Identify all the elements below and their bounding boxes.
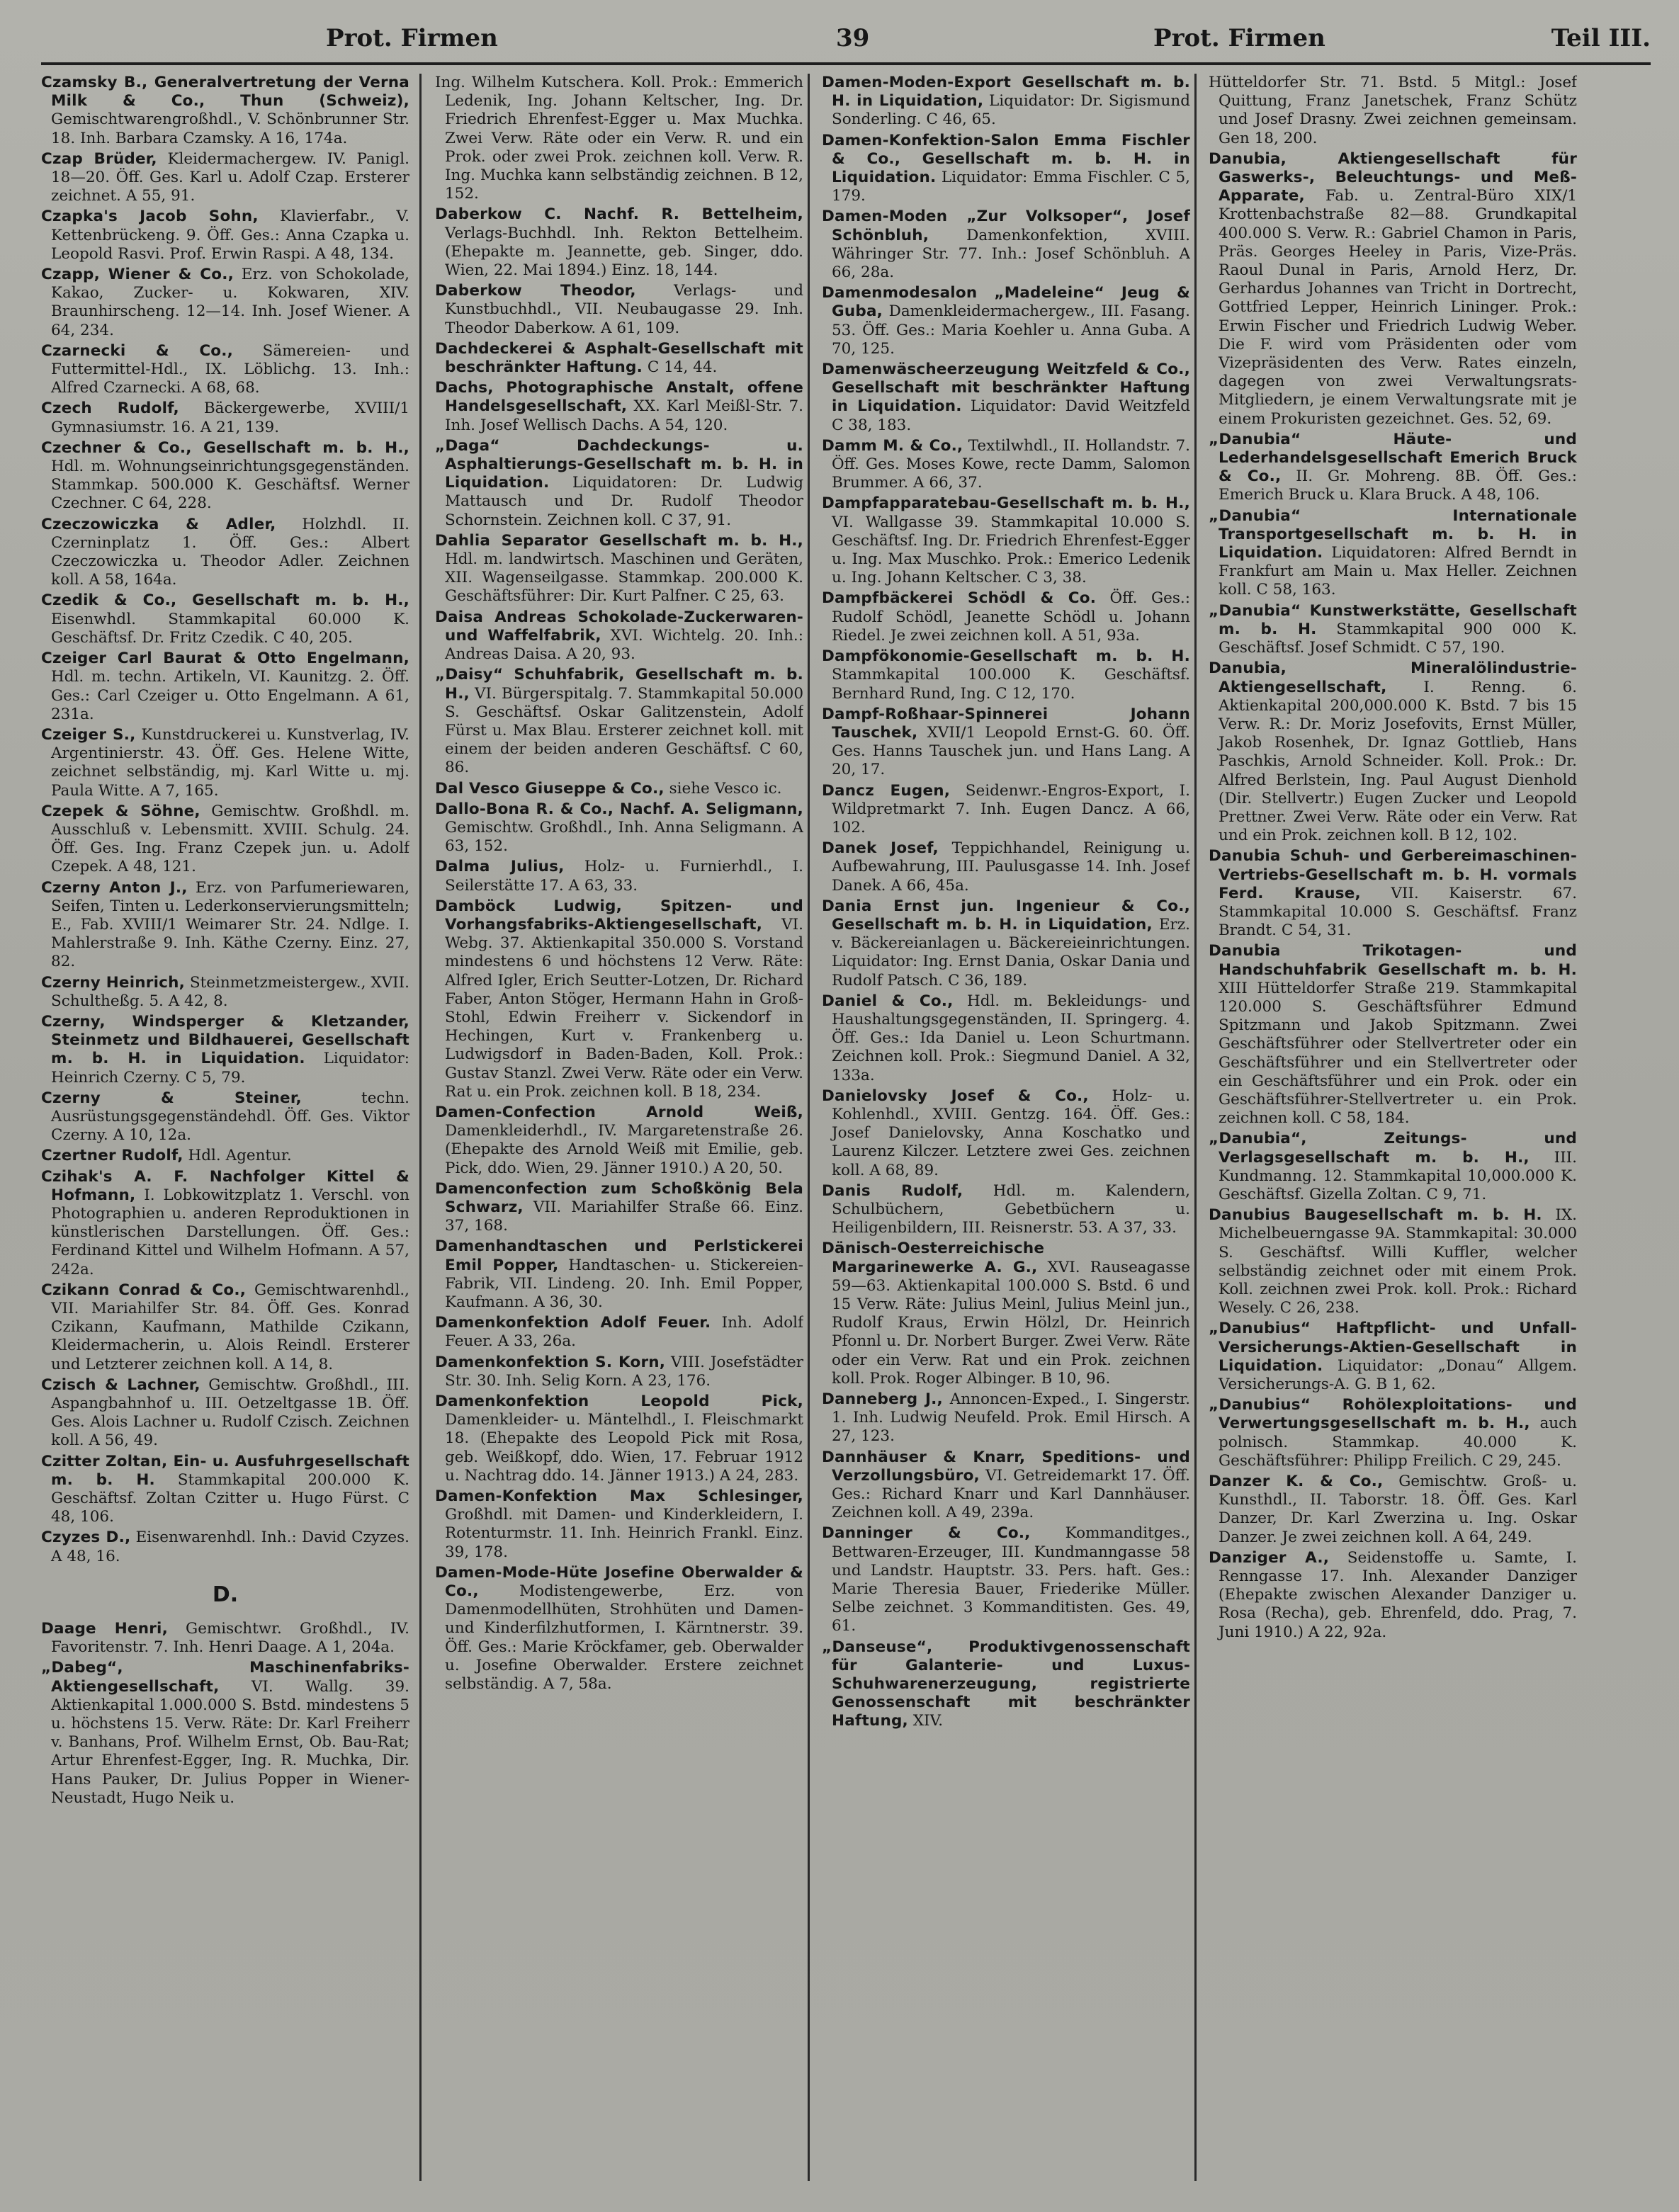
directory-entry — [822, 782, 1190, 838]
entry-details: XVII/1 Leopold Ernst-G. 60. Öff. Ges. Hanns Tauschek jun. und Hans Lang. A 20, 17. — [832, 723, 1190, 779]
directory-entry — [822, 992, 1190, 1085]
directory-entry — [41, 1659, 409, 1808]
directory-entry — [1209, 74, 1577, 148]
entry-details: VI. Wallg. 39. Aktienkapital 1.000.000 S. Bstd. mindestens 5 u. höchstens 15. Verw. Räte: Dr. Karl Freiherr v. Banhans, Prof. Wilhelm Ernst, Ob. Bau-Rat; Artur Ehrenfest-Egger, Ing. R. Muchka, Dir. Hans Pauker, Dr. Julius Popper in Wiener-Neustadt, Hugo Neik u. — [51, 1677, 409, 1807]
firm-name: Czerny Heinrich, — [41, 973, 185, 992]
firm-name: „Danubius“ Haftpflicht- und Unfall-Versicherungs-Aktien-Gesellschaft in Liquidation. — [1209, 1320, 1577, 1375]
entry-details: VII. Kaiserstr. 67. Stammkapital 10.000 S. Geschäftsf. Franz Brandt. C 54, 31. — [1219, 884, 1577, 940]
directory-entry — [1209, 507, 1577, 600]
directory-entry — [41, 150, 409, 206]
directory-entry — [41, 1453, 409, 1527]
directory-entry — [41, 1147, 409, 1165]
firm-name: Dänisch-Oesterreichische Margarinewerke A. G., — [822, 1240, 1045, 1276]
firm-name: Czerny, Windsperger & Kletzander, Steinmetz und Bildhauerei, Gesellschaft m. b. H. in Liquidation. — [41, 1012, 409, 1068]
directory-entry — [435, 800, 803, 856]
directory-entry — [435, 1237, 803, 1312]
directory-entry — [41, 74, 409, 148]
directory-entry — [822, 1390, 1190, 1446]
directory-entry — [822, 1087, 1190, 1180]
entry-details: Stammkapital 200.000 K. Geschäftsf. Zoltan Czitter u. Hugo Fürst. C 48, 106. — [51, 1470, 409, 1526]
directory-entry — [41, 974, 409, 1011]
column-3 — [822, 74, 1190, 2184]
firm-name: Czepek & Söhne, — [41, 802, 200, 820]
directory-entry — [41, 1168, 409, 1279]
entry-details: Liquidator: Emma Fischler. C 5, 179. — [832, 169, 1190, 205]
entry-details: Hdl. m. landwirtsch. Maschinen und Geräten, XII. Wagenseilgasse. Stammkap. 200.000 K. Geschäftsführer: Dir. Kurt Palfner. C 25, 63. — [445, 550, 803, 606]
directory-entry — [822, 361, 1190, 435]
entry-details: siehe Vesco ic. — [664, 779, 782, 798]
directory-entry — [435, 379, 803, 435]
directory-entry — [1209, 1549, 1577, 1642]
directory-entry — [435, 437, 803, 530]
directory-entry — [435, 897, 803, 1101]
firm-name: Daniel & Co., — [822, 992, 954, 1010]
firm-name: Czerny Anton J., — [41, 878, 188, 897]
firm-name: Dahlia Separator Gesellschaft m. b. H., — [435, 531, 803, 550]
firm-name: Danneberg J., — [822, 1390, 943, 1409]
firm-name: Daisa Andreas Schokolade-Zuckerwaren- und Waffelfabrik, — [435, 608, 803, 645]
firm-name: Dampf-Roßhaar-Spinnerei Johann Tauschek, — [822, 705, 1190, 742]
entry-details: Stammkapital 900 000 K. Geschäftsf. Josef Schmidt. C 57, 190. — [1219, 620, 1577, 657]
firm-name: Danninger & Co., — [822, 1524, 1031, 1543]
firm-name: Daberkow Theodor, — [435, 282, 636, 300]
entry-details: C 14, 44. — [643, 358, 718, 377]
firm-name: Dal Vesco Giuseppe & Co., — [435, 779, 665, 798]
column-divider — [419, 74, 422, 2181]
firm-name: „Danubia“ Kunstwerkstätte, Gesellschaft m. b. H. — [1209, 601, 1577, 638]
firm-name: Danzer K. & Co., — [1209, 1473, 1384, 1491]
directory-entry — [822, 437, 1190, 493]
firm-name: Czech Rudolf, — [41, 399, 179, 418]
page-header — [43, 20, 1651, 62]
firm-name: Dallo-Bona R. & Co., Nachf. A. Seligmann, — [435, 800, 803, 818]
entry-details: VI. Webg. 37. Aktienkapital 350.000 S. Vorstand mindestens 6 und höchstens 12 Verw. Räte: Alfred Igler, Erich Seutter-Lotzen, Dr. Richard Faber, Anton Stöger, Hermann Hahn in Groß-Stohl, Edwin Freiherr v. Sickendorf in Hechingen, Kurt v. Frankenberg u. Ludwigsdorf in Baden-Baden, Koll. Prok.: Gustav Stanzl. Zwei Verw. Räte oder ein Verw. Rat u. ein Prok. zeichnen koll. B 18, 234. — [445, 915, 803, 1101]
directory-entry — [1209, 150, 1577, 429]
firm-name: Danis Rudolf, — [822, 1181, 963, 1200]
directory-entry — [1209, 847, 1577, 940]
firm-name: Czeiger S., — [41, 725, 136, 744]
firm-name: Danubius Baugesellschaft m. b. H. — [1209, 1206, 1542, 1225]
directory-entry — [1209, 602, 1577, 658]
firm-name: Czisch & Lachner, — [41, 1376, 200, 1394]
entry-details: IX. Michelbeuerngasse 9A. Stammkapital: 30.000 S. Geschäftsf. Willi Kuffler, welcher selbständig zeichnet oder mit einem Prok. Koll. zeichnen zwei Prok. koll. Prok.: Richard Wesely. C 26, 238. — [1219, 1206, 1577, 1317]
firm-name: Dampfökonomie-Gesellschaft m. b. H. — [822, 647, 1190, 666]
entry-details: Hdl. m. techn. Artikeln, VI. Kaunitzg. 2. Öff. Ges.: Carl Czeiger u. Otto Engelmann. A 61, 231a. — [51, 668, 409, 723]
firm-name: Damen-Mode-Hüte Josefine Oberwalder & Co., — [435, 1563, 803, 1601]
column-4 — [1209, 74, 1577, 2184]
directory-entry — [41, 266, 409, 340]
entry-details: Gemischtw. Groß- u. Kunsthdl., II. Taborstr. 18. Öff. Ges. Karl Danzer, Dr. Karl Zwerzina u. Ing. Oskar Danzer. Je zwei zeichnen koll. A 64, 249. — [1219, 1473, 1577, 1546]
firm-name: Damen-Konfektion-Salon Emma Fischler & Co., Gesellschaft m. b. H. in Liquidation. — [822, 131, 1190, 187]
entry-details: Gemischtwarengroßhdl., V. Schönbrunner Str. 18. Inh. Barbara Czamsky. A 16, 174a. — [51, 110, 409, 147]
entry-details: Gemischtwr. Großhdl., IV. Favoritenstr. 7. Inh. Henri Daage. A 1, 204a. — [51, 1620, 409, 1657]
directory-entry — [435, 1564, 803, 1694]
entry-details: Annoncen-Exped., I. Singerstr. 1. Inh. Ludwig Neufeld. Prok. Emil Hirsch. A 27, 123. — [832, 1390, 1190, 1446]
firm-name: Damen-Moden „Zur Volksoper“, Josef Schönbluh, — [822, 208, 1190, 244]
entry-details: VIII. Josefstädter Str. 30. Inh. Selig Korn. A 23, 176. — [445, 1353, 803, 1390]
firm-name: Danziger A., — [1209, 1548, 1330, 1567]
directory-entry — [41, 1013, 409, 1087]
firm-name: „Danubia“ Internationale Transportgesellschaft m. b. H. in Liquidation. — [1209, 506, 1577, 562]
directory-entry — [435, 1393, 803, 1485]
entry-details: Liquidator: „Donau“ Allgem. Versicherungs-A. G. B 1, 62. — [1219, 1356, 1577, 1394]
directory-entry — [1209, 1320, 1577, 1394]
entry-details: VI. Bürgerspitalg. 7. Stammkapital 50.000 S. Geschäftsf. Oskar Galitzenstein, Adolf Fürst u. Max Blau. Ersterer zeichnet koll. mit einem der beiden anderen Geschäftsf. C 60, 86. — [445, 684, 803, 777]
entry-details: Modistengewerbe, Erz. von Damenmodellhüten, Strohhüten und Damen- und Kinderfilzhutformen, I. Kärntnerstr. 39. Öff. Ges.: Marie Kröckfamer, geb. Oberwalder u. Josefine Oberwalder. Erstere zeichnet selbständig. A 7, 58a. — [445, 1582, 803, 1694]
entry-details: Hütteldorfer Str. 71. Bstd. 5 Mitgl.: Josef Quittung, Franz Janetschek, Franz Schütz und Josef Drasny. Zwei zeichnen gemeinsam. Gen 18, 200. — [1209, 74, 1577, 147]
firm-name: Damen-Confection Arnold Weiß, — [435, 1103, 803, 1121]
firm-name: Damenhandtaschen und Perlstickerei Emil Popper, — [435, 1237, 803, 1274]
entry-details: Damenkleiderhdl., IV. Margaretenstraße 26. (Ehepakte des Arnold Weiß mit Emilie, geb. Pick, ddo. Wien, 29. Jänner 1910.) A 20, 50. — [445, 1122, 803, 1177]
entry-details: Gemischtwarenhdl., VII. Mariahilfer Str. 84. Öff. Ges. Konrad Czikann, Kaufmann, Mathilde Czikann, Kleidermacherin, u. Alois Reindl. Ersterer und Letzterer zeichnen koll. A 14, 8. — [51, 1281, 409, 1373]
firm-name: Czechner & Co., Gesellschaft m. b. H., — [41, 438, 409, 457]
directory-entry — [435, 1487, 803, 1562]
entry-details: Eisenwhdl. Stammkapital 60.000 K. Geschäftsf. Dr. Fritz Czedik. C 40, 205. — [51, 610, 409, 647]
entry-details: XVI. Rauseagasse 59—63. Aktienkapital 100.000 S. Bstd. 6 und 15 Verw. Räte: Julius Meinl, Julius Meinl jun., Rudolf Kraus, Erwin Hölzl, Dr. Heinrich Pfonnl u. Dr. Norbert Burger. Zwei Verw. Räte oder ein Verw. Rat und ein Prok. zeichnen koll. Prok. Roger Albinger. B 10, 96. — [832, 1258, 1190, 1388]
entry-details: Liquidator: Heinrich Czerny. C 5, 79. — [51, 1050, 409, 1087]
directory-entry — [1209, 1130, 1577, 1204]
entry-details: Liquidator: David Weitzfeld C 38, 183. — [832, 397, 1190, 434]
directory-entry — [41, 516, 409, 590]
firm-name: Czitter Zoltan, Ein- u. Ausfuhrgesellschaft m. b. H. — [41, 1452, 409, 1489]
directory-entry — [822, 839, 1190, 895]
column-1 — [41, 74, 409, 2184]
entry-details: Damenkleidermachergew., III. Fasang. 53. Öff. Ges.: Maria Koehler u. Anna Guba. A 70, 125. — [832, 302, 1190, 358]
directory-entry — [41, 399, 409, 436]
firm-name: Dampfapparatebau-Gesellschaft m. b. H., — [822, 494, 1190, 513]
firm-name: Czertner Rudolf, — [41, 1147, 183, 1165]
directory-entry — [1209, 659, 1577, 845]
entry-details: Gemischtw. Großhdl., III. Aspangbahnhof u. III. Oetzeltgasse 1B. Öff. Ges. Alois Lachner u. Rudolf Czisch. Zeichnen koll. A 56, 49. — [51, 1376, 409, 1450]
entry-details: Kleidermachergew. IV. Panigl. 18—20. Öff. Ges. Karl u. Adolf Czap. Ersterer zeichnet. A 55, 91. — [51, 149, 409, 205]
entry-details: Ing. Wilhelm Kutschera. Koll. Prok.: Emmerich Ledenik, Ing. Johann Keltscher, Ing. Dr. Friedrich Ehrenfest-Egger u. Max Muchka. Zwei Verw. Räte oder ein Verw. R. und ein Prok. oder zwei Prok. zeichnen koll. Verw. R. Ing. Muchka kann selbständig zeichnen. B 12, 152. — [435, 74, 803, 203]
page-number: 39 — [836, 24, 870, 52]
directory-entry — [822, 284, 1190, 358]
entry-details: Hdl. m. Kalendern, Schulbüchern, Gebetbüchern u. Heiligenbildern, III. Reisnerstr. 53. A 37, 33. — [832, 1181, 1190, 1237]
firm-name: Danubia Schuh- und Gerbereimaschinen-Vertriebs-Gesellschaft m. b. H. vormals Ferd. Krause, — [1209, 847, 1577, 902]
firm-name: Danubia, Aktiengesellschaft für Gaswerks-, Beleuchtungs- und Meß-Apparate, — [1209, 149, 1577, 205]
firm-name: „Danubia“, Zeitungs- und Verlagsgesellschaft m. b. H., — [1209, 1130, 1577, 1167]
entry-details: Verlags-Buchhdl. Inh. Rekton Bettelheim. (Ehepakte m. Jeannette, geb. Singer, ddo. Wien, 22. Mai 1894.) Einz. 18, 144. — [445, 224, 803, 280]
directory-entry — [435, 340, 803, 377]
entry-details: XIII Hütteldorfer Straße 219. Stammkapital 120.000 S. Geschäftsführer Edmund Spitzmann und Jakob Spitzmann. Zwei Geschäftsführer oder Stellvertreter oder ein Geschäftsführer und ein Stellvertreter oder ein Geschäftsführer und ein Prok. oder ein Geschäftsführer-Stellvertreter u. ein Prok. zeichnen koll. C 58, 184. — [1219, 979, 1577, 1128]
firm-name: Czeiger Carl Baurat & Otto Engelmann, — [41, 650, 409, 668]
firm-name: Damenwäscheerzeugung Weitzfeld & Co., Gesellschaft mit beschränkter Haftung in Liquidation. — [822, 361, 1190, 416]
firm-name: Czihak's A. F. Nachfolger Kittel & Hofmann, — [41, 1167, 409, 1204]
directory-entry — [822, 208, 1190, 282]
entry-details: Eisenwarenhdl. Inh.: David Czyzes. A 48, 16. — [51, 1528, 409, 1565]
directory-entry — [41, 1281, 409, 1374]
entry-details: Klavierfabr., V. Kettenbrückeng. 9. Öff. Ges.: Anna Czapka u. Leopold Rasvi. Prof. Erwin Raspi. A 48, 134. — [51, 208, 409, 263]
entry-details: II. Gr. Mohreng. 8B. Öff. Ges.: Emerich Bruck u. Klara Bruck. A 48, 106. — [1219, 467, 1577, 504]
directory-entry — [1209, 1206, 1577, 1317]
directory-entry — [1209, 1473, 1577, 1547]
entry-details: I. Renng. 6. Aktienkapital 200,000.000 K. Bstd. 7 bis 15 Verw. R.: Dr. Moriz Josefovits, Ernst Müller, Jakob Rosenhek, Dr. Ignaz Gottlieb, Hans Paschkis, Arnold Schneider. Koll. Prok.: Dr. Alfred Berlstein, Ing. Paul August Dienhold (Dir. Stellvertr.) Eugen Zucker und Leopold Prettner. Zwei Verw. Räte oder ein Verw. Rat und ein Prok. zeichnen koll. B 12, 102. — [1219, 678, 1577, 845]
directory-entry — [822, 1182, 1190, 1238]
running-head-right: Teil III. — [1551, 24, 1651, 52]
entry-details: Bäckergewerbe, XVIII/1 Gymnasiumstr. 16. A 21, 139. — [51, 399, 409, 436]
directory-entry — [435, 282, 803, 338]
firm-name: Dania Ernst jun. Ingenieur & Co., Gesellschaft m. b. H. in Liquidation, — [822, 897, 1190, 934]
firm-name: Dalma Julius, — [435, 858, 565, 876]
firm-name: Dampfbäckerei Schödl & Co. — [822, 589, 1097, 608]
directory-entry — [41, 650, 409, 724]
directory-entry — [822, 74, 1190, 130]
entry-details: Fab. u. Zentral-Büro XIX/1 Krottenbachstraße 82—88. Grundkapital 400.000 S. Verw. R.: Gabriel Chamon in Paris, Präs. Georges Heeley in Paris, Vize-Präs. Raoul Dunal in Paris, Arnold Herz, Dr. Gerhardus Johannes van Tricht in Dortrecht, Gottfried Lepper, Heinrich Lininger. Prok.: Erwin Fischer und Friedrich Ludwig Weber. Die F. wird vom Präsidenten oder vom Vizepräsidenten des Verw. Rates einzeln, dagegen von zwei Verwaltungsrats-Mitgliedern, je einem Verwaltungsrate mit je einem Prokuristen gezeichnet. Ges. 52, 69. — [1219, 187, 1577, 428]
column-2 — [435, 74, 803, 2184]
directory-entry — [822, 1524, 1190, 1635]
directory-entry — [435, 205, 803, 280]
entry-details: VI. Wallgasse 39. Stammkapital 10.000 S. Geschäftsf. Ing. Dr. Friedrich Ehrenfest-Egger u. Ing. Max Muschko. Prok.: Emerico Ledenik u. Ing. Johann Keltscher. C 3, 38. — [832, 513, 1190, 587]
entry-details: Hdl. m. Bekleidungs- und Haushaltungsgegenständen, II. Springerg. 4. Öff. Ges.: Ida Daniel u. Leon Schurtmann. Zeichnen koll. Prok.: Siegmund Daniel. A 32, 133a. — [832, 992, 1190, 1084]
firm-name: Danielovsky Josef & Co., — [822, 1087, 1089, 1105]
firm-name: Dancz Eugen, — [822, 781, 951, 800]
directory-entry — [822, 1448, 1190, 1523]
firm-name: Czerny & Steiner, — [41, 1089, 302, 1107]
entry-details: VII. Mariahilfer Straße 66. Einz. 37, 168. — [445, 1198, 803, 1235]
entry-details: Erz. von Parfumeriewaren, Seifen, Tinten u. Lederkonservierungsmitteln; E., Fab. XVIII/1 Weimarer Str. 24. Ndlge. I. Mahlerstraße 9. Inh. Käthe Czerny. Einz. 27, 82. — [51, 878, 409, 971]
firm-name: Daage Henri, — [41, 1620, 168, 1638]
entry-details: Stammkapital 100.000 K. Geschäftsf. Bernhard Rund, Ing. C 12, 170. — [832, 666, 1190, 703]
firm-name: „Danseuse“, Produktivgenossenschaft für Galanterie- und Luxus-Schuhwarenerzeugung, registrierte Genossenschaft mit beschränkter Haftung, — [822, 1638, 1190, 1730]
entry-details: Hdl. Agentur. — [183, 1147, 292, 1165]
firm-name: Damböck Ludwig, Spitzen- und Vorhangsfabriks-Aktiengesellschaft, — [435, 897, 803, 934]
firm-name: Dachdeckerei & Asphalt-Gesellschaft mit beschränkter Haftung. — [435, 339, 803, 377]
entry-details: Liquidatoren: Alfred Berndt in Frankfurt am Main u. Max Heller. Zeichnen koll. C 58, 163. — [1219, 544, 1577, 599]
entry-details: Erz. von Schokolade, Kakao, Zucker- u. Kokwaren, XIV. Braunhirscheng. 12—14. Inh. Josef Wiener. A 64, 234. — [51, 266, 409, 339]
firm-name: Dannhäuser & Knarr, Speditions- und Verzollungsbüro, — [822, 1448, 1190, 1485]
directory-entry — [435, 1104, 803, 1178]
directory-entry — [435, 608, 803, 664]
firm-name: Damenkonfektion Leopold Pick, — [435, 1393, 803, 1411]
directory-entry — [822, 897, 1190, 990]
directory-entry — [822, 132, 1190, 206]
directory-entry — [435, 1314, 803, 1351]
entry-details: Verlags- und Kunstbuchhdl., VII. Neubaugasse 29. Inh. Theodor Daberkow. A 61, 109. — [445, 282, 803, 337]
entry-details: I. Lobkowitzplatz 1. Verschl. von Photographien u. anderen Reproduktionen in künstlerischen Darstellungen. Öff. Ges.: Ferdinand Kittel und Wilhelm Hofmann. A 57, 242a. — [51, 1186, 409, 1278]
directory-entry — [41, 439, 409, 514]
directory-entry — [435, 532, 803, 606]
entry-details: Holz- u. Kohlenhdl., XVIII. Gentzg. 164. Öff. Ges.: Josef Danielovsky, Anna Koschatko und Laurenz Kilczer. Letztere zwei Ges. zeichnen koll. A 68, 89. — [832, 1087, 1190, 1179]
section-letter: D. — [212, 1582, 239, 1607]
directory-entry — [1209, 431, 1577, 505]
firm-name: Damm M. & Co., — [822, 436, 963, 455]
firm-name: Damen-Moden-Export Gesellschaft m. b. H. in Liquidation, — [822, 74, 1190, 110]
firm-name: Danubia, Mineralölindustrie-Aktiengesellschaft, — [1209, 659, 1577, 696]
entry-details: Kommanditges., Bettwaren-Erzeuger, III. Kundmanngasse 58 und Landstr. Hauptstr. 33. Pers. haft. Ges.: Marie Theresia Bauer, Friederike Müller. Selbe zeichnet. 3 Kommanditisten. Ges. 49, 61. — [832, 1524, 1190, 1635]
firm-name: Czeczowiczka & Adler, — [41, 515, 276, 533]
entry-details: Öff. Ges.: Rudolf Schödl, Jeanette Schödl u. Johann Riedel. Je zwei zeichnen koll. A 51, 93a. — [832, 589, 1190, 645]
entry-details: Textilwhdl., II. Hollandstr. 7. Öff. Ges. Moses Kowe, recte Damm, Salomon Brummer. A 66, 37. — [832, 436, 1190, 492]
firm-name: Czap Brüder, — [41, 149, 157, 168]
entry-details: VI. Getreidemarkt 17. Öff. Ges.: Richard Knarr und Karl Dannhäuser. Zeichnen koll. A 49, 239a. — [832, 1466, 1190, 1522]
entry-details: XX. Karl Meißl-Str. 7. Inh. Josef Wellisch Dachs. A 54, 120. — [445, 397, 803, 434]
entry-details: Seidenstoffe u. Samte, I. Renngasse 17. Inh. Alexander Danziger (Ehepakte zwischen Alexander Danziger u. Rosa (Recha), geb. Ehrenfeld, ddo. Prag, 7. Juni 1910.) A 22, 92a. — [1219, 1548, 1577, 1641]
directory-entry — [435, 666, 803, 777]
firm-name: „Dabeg“, Maschinenfabriks-Aktiengesellschaft, — [41, 1659, 409, 1696]
firm-name: Damenkonfektion Adolf Feuer. — [435, 1314, 711, 1332]
firm-name: Danek Josef, — [822, 839, 939, 858]
directory-entry — [1209, 942, 1577, 1128]
entry-details: Hdl. m. Wohnungseinrichtungsgegenständen. Stammkap. 500.000 K. Geschäftsf. Werner Czechner. C 64, 228. — [51, 458, 409, 513]
column-divider — [808, 74, 810, 2181]
entry-details: Steinmetzmeistergew., XVII. Schultheßg. 5. A 42, 8. — [51, 973, 409, 1010]
entry-details: Holzhdl. II. Czerninplatz 1. Öff. Ges.: Albert Czeczowiczka u. Theodor Adler. Zeichnen koll. A 58, 164a. — [51, 515, 409, 589]
entry-details: Holz- u. Furnierhdl., I. Seilerstätte 17. A 63, 33. — [445, 858, 803, 895]
directory-entry — [822, 1638, 1190, 1731]
firm-name: Czapka's Jacob Sohn, — [41, 208, 259, 226]
firm-name: „Danubia“ Häute- und Lederhandelsgesellschaft Emerich Bruck & Co., — [1209, 430, 1577, 486]
firm-name: Damen-Konfektion Max Schlesinger, — [435, 1487, 803, 1506]
firm-name: Czarnecki & Co., — [41, 341, 234, 360]
firm-name: Czyzes D., — [41, 1528, 131, 1547]
directory-entry — [41, 1528, 409, 1565]
directory-entry — [435, 1354, 803, 1390]
directory-entry — [435, 74, 803, 203]
entry-details: XVI. Wichtelg. 20. Inh.: Andreas Daisa. A 20, 93. — [445, 626, 803, 664]
entry-details: Sämereien- und Futtermittel-Hdl., IX. Löblichg. 13. Inh.: Alfred Czarnecki. A 68, 68. — [51, 341, 409, 397]
entry-details: Inh. Adolf Feuer. A 33, 26a. — [445, 1314, 803, 1351]
entry-details: techn. Ausrüstungsgegenständehdl. Öff. Ges. Viktor Czerny. A 10, 12a. — [51, 1089, 409, 1145]
entry-details: Gemischtw. Großhdl. m. Ausschluß v. Lebensmitt. XVIII. Schulg. 24. Öff. Ges. Ing. Franz Czepek jun. u. Adolf Czepek. A 48, 121. — [51, 802, 409, 876]
directory-entry — [822, 589, 1190, 645]
entry-details: Großhdl. mit Damen- und Kinderkleidern, I. Rotenturmstr. 11. Inh. Heinrich Frankl. Einz. 39, 178. — [445, 1506, 803, 1561]
firm-name: „Daga“ Dachdeckungs- u. Asphaltierungs-Gesellschaft m. b. H. in Liquidation. — [435, 436, 803, 492]
firm-name: Czamsky B., Generalvertretung der Verna Milk & Co., Thun (Schweiz), — [41, 74, 409, 110]
firm-name: „Daisy“ Schuhfabrik, Gesellschaft m. b. H., — [435, 666, 803, 703]
entry-details: Erz. v. Bäckereianlagen u. Bäckereieinrichtungen. Liquidator: Ing. Ernst Dania, Oskar Dania und Rudolf Patsch. C 36, 189. — [832, 915, 1190, 989]
directory-entry — [1209, 1396, 1577, 1470]
firm-name: „Danubius“ Rohölexploitations- und Verwertungsgesellschaft m. b. H., — [1209, 1396, 1577, 1433]
entry-details: XIV. — [908, 1712, 944, 1730]
entry-details: Damenkonfektion, XVIII. Währinger Str. 77. Inh.: Josef Schönbluh. A 66, 28a. — [832, 226, 1190, 282]
entry-details: auch polnisch. Stammkap. 40.000 K. Geschäftsführer: Philipp Freilich. C 29, 245. — [1219, 1414, 1577, 1470]
directory-entry — [822, 647, 1190, 703]
directory-entry — [41, 1620, 409, 1657]
running-head-middle: Prot. Firmen — [1153, 24, 1325, 52]
entry-details: Damenkleider- u. Mäntelhdl., I. Fleischmarkt 18. (Ehepakte des Leopold Pick mit Rosa, geb. Weißkopf, ddo. Wien, 17. Februar 1912 u. Nachtrag ddo. 14. Jänner 1913.) A 24, 283. — [445, 1411, 803, 1485]
directory-entry — [435, 858, 803, 895]
directory-entry — [41, 208, 409, 263]
firm-name: Damenconfection zum Schoßkönig Bela Schwarz, — [435, 1179, 803, 1216]
firm-name: Czedik & Co., Gesellschaft m. b. H., — [41, 591, 409, 610]
column-divider — [1194, 74, 1197, 2181]
entry-details: Liquidator: Dr. Sigismund Sonderling. C 46, 65. — [832, 92, 1190, 129]
firm-name: Damenkonfektion S. Korn, — [435, 1353, 666, 1371]
firm-name: Czapp, Wiener & Co., — [41, 266, 234, 284]
directory-entry — [41, 1089, 409, 1145]
header-rule — [41, 62, 1651, 65]
firm-name: Damenmodesalon „Madeleine“ Jeug & Guba, — [822, 284, 1190, 321]
entry-details: Liquidatoren: Dr. Ludwig Mattausch und Dr. Rudolf Theodor Schornstein. Zeichnen koll. C 37, 91. — [445, 474, 803, 529]
firm-name: Dachs, Photographische Anstalt, offene Handelsgesellschaft, — [435, 379, 803, 416]
directory-entry — [41, 802, 409, 877]
directory-entry — [435, 780, 803, 798]
entry-details: III. Kundmanng. 12. Stammkapital 10,000.000 K. Geschäftsf. Gizella Zoltan. C 9, 71. — [1219, 1148, 1577, 1203]
entry-details: Teppichhandel, Reinigung u. Aufbewahrung, III. Paulusgasse 14. Inh. Josef Danek. A 66, 45a. — [832, 839, 1190, 895]
entry-details: Seidenwr.-Engros-Export, I. Wildpretmarkt 7. Inh. Eugen Dancz. A 66, 102. — [832, 781, 1190, 836]
directory-entry — [41, 1376, 409, 1451]
directory-entry — [41, 879, 409, 972]
running-head-left: Prot. Firmen — [326, 24, 498, 52]
entry-details: Gemischtw. Großhdl., Inh. Anna Seligmann. A 63, 152. — [445, 818, 803, 856]
firm-name: Czikann Conrad & Co., — [41, 1281, 247, 1299]
directory-entry — [822, 1240, 1190, 1388]
entry-details: Handtaschen- u. Stickereien-Fabrik, VII. Lindeng. 20. Inh. Emil Popper, Kaufmann. A 36, 30. — [445, 1256, 803, 1311]
firm-name: Danubia Trikotagen- und Handschuhfabrik Gesellschaft m. b. H. — [1209, 942, 1577, 979]
directory-entry — [41, 726, 409, 800]
directory-entry — [435, 1180, 803, 1236]
directory-entry — [41, 342, 409, 398]
directory-entry — [822, 705, 1190, 780]
directory-entry — [41, 591, 409, 647]
firm-name: Daberkow C. Nachf. R. Bettelheim, — [435, 205, 803, 224]
directory-entry — [822, 494, 1190, 587]
entry-details: Kunstdruckerei u. Kunstverlag, IV. Argentinierstr. 43. Öff. Ges. Helene Witte, zeichnet selbständig, mj. Karl Witte u. mj. Paula Witte. A 7, 165. — [51, 725, 409, 800]
